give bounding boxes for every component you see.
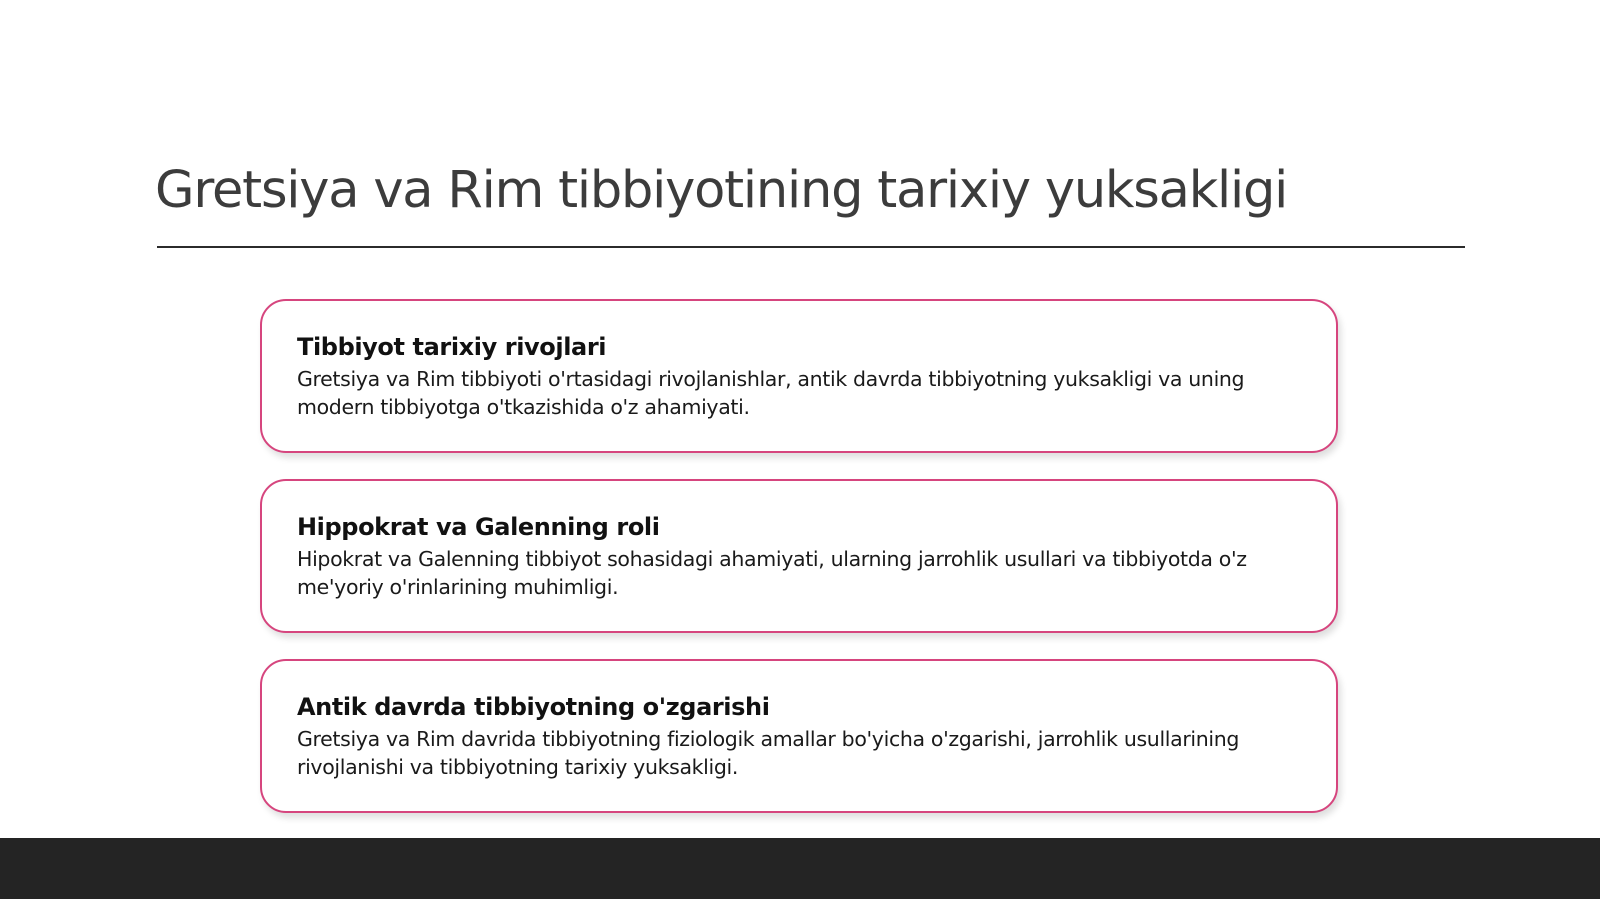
title-divider (157, 246, 1465, 248)
card-heading: Hippokrat va Galenning roli (297, 513, 660, 541)
card-heading: Tibbiyot tarixiy rivojlari (297, 333, 607, 361)
card-body: Gretsiya va Rim tibbiyoti o'rtasidagi rivojlanishlar, antik davrda tibbiyotning yuksakligi va uning modern tibbiyotga o'tkazishida o'z ahamiyati. (297, 367, 1245, 419)
card-body: Hipokrat va Galenning tibbiyot sohasidagi ahamiyati, ularning jarrohlik usullari va tibbiyotda o'z me'yoriy o'rinlarining muhimligi. (297, 547, 1247, 599)
card-body: Gretsiya va Rim davrida tibbiyotning fiziologik amallar bo'yicha o'zgarishi, jarrohlik usullarining rivojlanishi va tibbiyotning tarixiy yuksakligi. (297, 727, 1240, 779)
card-heading: Antik davrda tibbiyotning o'zgarishi (297, 693, 770, 721)
info-card-3 (260, 659, 1338, 813)
info-card-1 (260, 299, 1338, 453)
info-card-2 (260, 479, 1338, 633)
footer-bar (0, 838, 1600, 899)
slide-title: Gretsiya va Rim tibbiyotining tarixiy yuksakligi (155, 161, 1288, 220)
